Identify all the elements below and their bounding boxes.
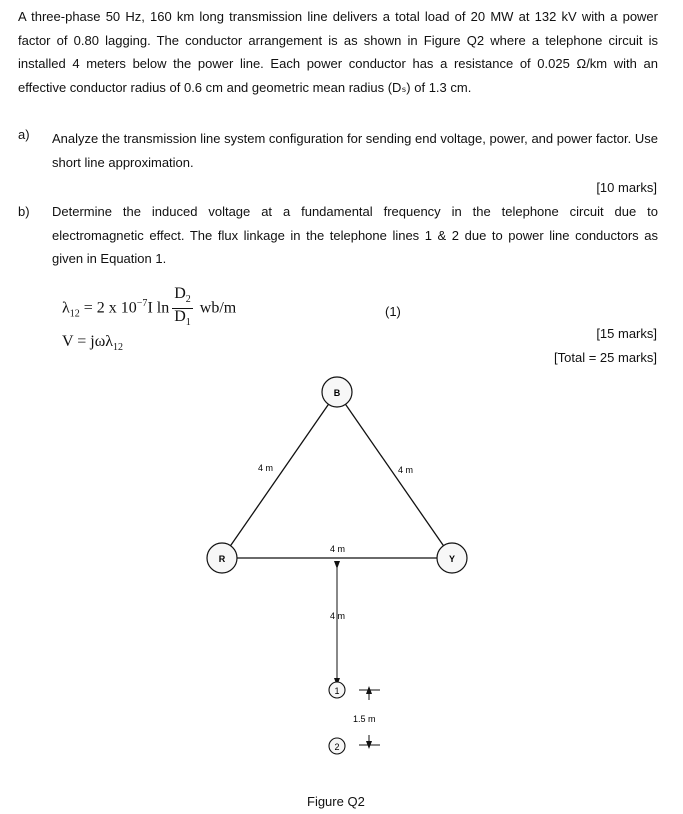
conductor-b-label: B [333, 388, 341, 398]
voltage-lhs: V = jω [62, 333, 106, 350]
equation-unit: wb/m [199, 299, 237, 317]
telephone-line-2-label: 2 [334, 742, 340, 752]
question-b-label: b) [18, 204, 30, 219]
conductor-r-label: R [218, 554, 226, 564]
right-side-dimension: 4 m [398, 465, 414, 475]
denominator: D [174, 308, 186, 326]
base-dimension: 4 m [330, 544, 346, 554]
drop-dimension: 4 m [330, 611, 346, 621]
question-a-label: a) [18, 127, 30, 142]
lambda-subscript: 12 [69, 308, 80, 320]
problem-statement: A three-phase 50 Hz, 160 km long transmission line delivers a total load of 20 MW at 132 kV with a power factor of 0.80 lagging. The conductor arrangement is as shown in Figure Q2 where a telephone circuit is installed 4 meters below the power line. Each power conductor has a resistance of 0.025 Ω/km with an effective conductor radius of 0.6 cm and geometric mean radius (Dₛ) of 1.3 cm. [18, 9, 658, 95]
numerator-subscript: 2 [185, 294, 191, 306]
equation-current-ln: I ln [147, 299, 170, 317]
denominator-subscript: 1 [185, 317, 191, 329]
question-b-text: Determine the induced voltage at a fundamental frequency in the telephone circuit due to electromagnetic effect. The flux linkage in the telephone lines 1 & 2 due to power line conductors as given in Equation 1. [52, 204, 658, 266]
conductor-r [207, 543, 237, 573]
total-marks: [Total = 25 marks] [554, 350, 657, 365]
conductor-y-label: Y [448, 554, 456, 564]
voltage-lambda-subscript: 12 [113, 342, 124, 354]
equation-exponent: −7 [136, 298, 148, 310]
telephone-line-2 [329, 738, 345, 754]
numerator: D [174, 285, 186, 302]
telephone-line-1 [329, 682, 345, 698]
equation-coefficient: = 2 x 10 [79, 299, 137, 317]
conductor-b [322, 377, 352, 407]
side-b-r [222, 392, 337, 558]
equation-number: (1) [385, 304, 401, 319]
side-b-y [337, 392, 452, 558]
question-a-marks: [10 marks] [596, 180, 657, 195]
telephone-spacing-dimension: 1.5 m [353, 714, 376, 724]
question-a-text: Analyze the transmission line system configuration for sending end voltage, power, and power factor. Use short line approximation. [52, 131, 658, 170]
left-side-dimension: 4 m [258, 463, 274, 473]
conductor-y [437, 543, 467, 573]
lambda-symbol: λ [62, 299, 70, 317]
figure-caption: Figure Q2 [307, 794, 365, 809]
voltage-lambda: λ [105, 333, 114, 350]
telephone-line-1-label: 1 [334, 686, 340, 696]
question-b-marks: [15 marks] [596, 326, 657, 341]
